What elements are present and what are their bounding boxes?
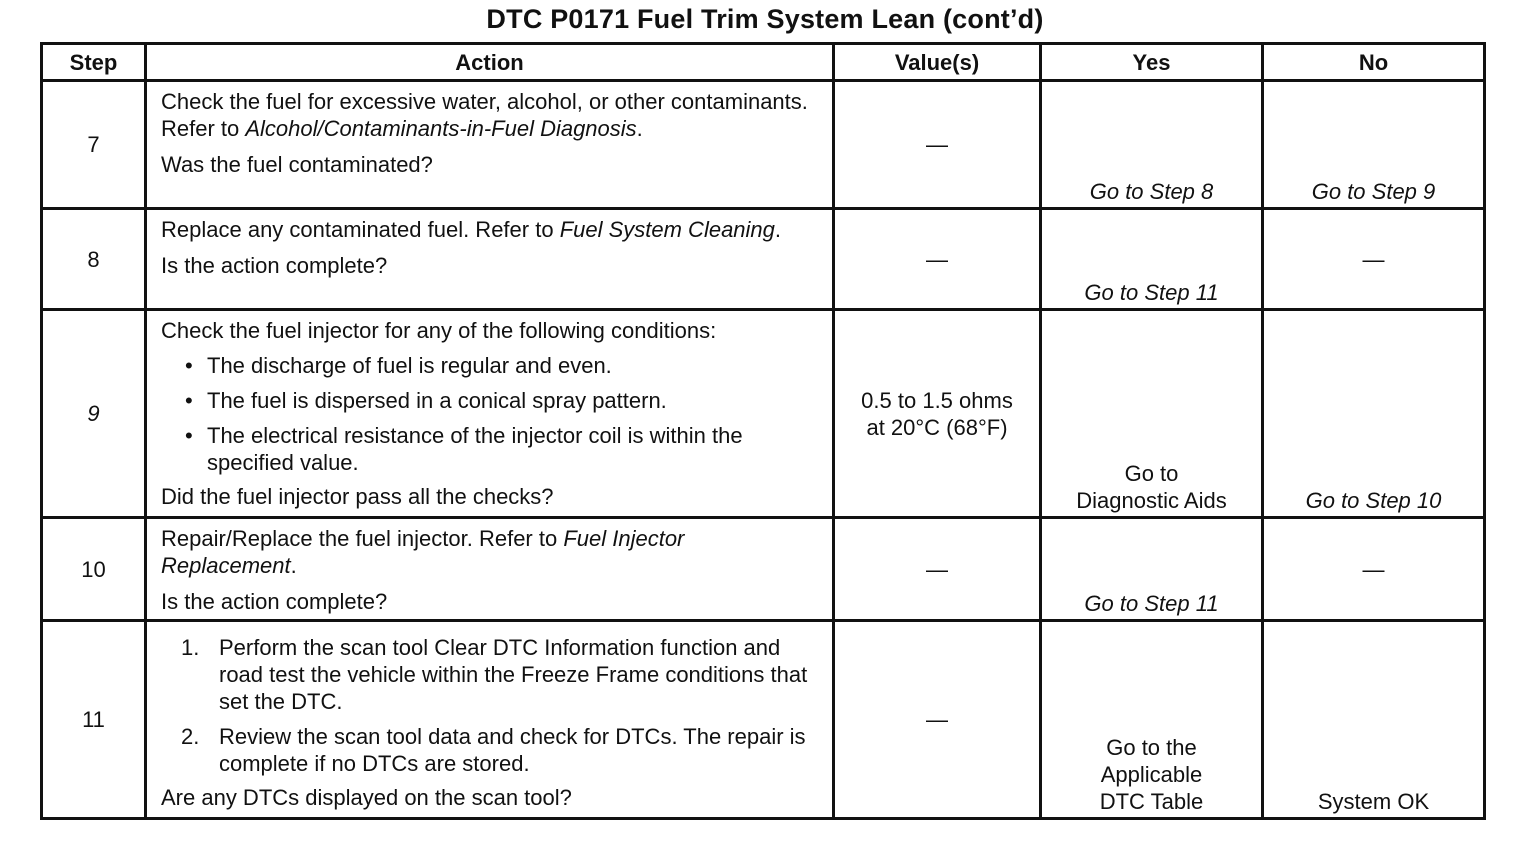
action-text: Replace any contaminated fuel. Refer to Fuel System Cleaning. — [161, 217, 782, 242]
step-number: 7 — [42, 81, 146, 209]
list-item: • The discharge of fuel is regular and even. — [185, 353, 612, 378]
no-result: — — [1263, 209, 1485, 310]
value-cell: — — [834, 621, 1041, 819]
action-question: Was the fuel contaminated? — [161, 152, 433, 177]
table-row — [42, 81, 1485, 209]
list-item: 2. Review the scan tool data and check for DTCs. The repair is complete if no DTCs are stored. — [181, 724, 806, 776]
step-number: 9 — [42, 310, 146, 518]
action-question: Are any DTCs displayed on the scan tool? — [161, 785, 572, 810]
reference-link: Alcohol/Contaminants-in-Fuel Diagnosis — [245, 116, 637, 141]
no-result: — — [1263, 518, 1485, 621]
page-title: DTC P0171 Fuel Trim System Lean (cont’d) — [486, 4, 1044, 34]
value-cell: — — [834, 81, 1041, 209]
action-text: Repair/Replace the fuel injector. Refer to Fuel Injector Replacement. — [161, 526, 685, 578]
bullet-icon: • — [185, 423, 193, 448]
yes-result: Go to Step 11 — [1041, 518, 1263, 621]
reference-link: Fuel Injector Replacement — [161, 526, 685, 578]
bullet-icon: • — [185, 388, 193, 413]
list-item: • The fuel is dispersed in a conical spray pattern. — [185, 388, 667, 413]
header-row — [42, 44, 1485, 81]
column-header-no: No — [1263, 44, 1485, 81]
action-question: Is the action complete? — [161, 589, 388, 614]
value-line: at 20°C (68°F) — [866, 414, 1008, 440]
action-cell — [146, 518, 834, 621]
action-cell — [146, 310, 834, 518]
reference-link: Fuel System Cleaning — [559, 217, 775, 242]
step-number: 11 — [42, 621, 146, 819]
column-header-action: Action — [146, 44, 834, 81]
value-cell: — — [834, 209, 1041, 310]
table-row — [42, 310, 1485, 518]
yes-result: Go to Step 11 — [1041, 209, 1263, 310]
yes-result: Go to the Applicable DTC Table — [1041, 621, 1263, 819]
step-number: 8 — [42, 209, 146, 310]
step-number: 10 — [42, 518, 146, 621]
value-cell: — — [834, 518, 1041, 621]
column-header-values: Value(s) — [834, 44, 1041, 81]
action-cell — [146, 621, 834, 819]
value-line: 0.5 to 1.5 ohms — [861, 387, 1013, 413]
procedure-list — [161, 634, 818, 777]
list-item: 1. Perform the scan tool Clear DTC Information function and road test the vehicle within the Freeze Frame conditions that set the DTC. — [181, 635, 808, 714]
action-cell — [146, 209, 834, 310]
table-row — [42, 209, 1485, 310]
no-result: Go to Step 9 — [1263, 81, 1485, 209]
diagnostic-table — [40, 42, 1486, 820]
yes-result: Go to Step 8 — [1041, 81, 1263, 209]
condition-list — [161, 352, 818, 476]
action-cell — [146, 81, 834, 209]
list-number: 2. — [181, 724, 200, 749]
action-text: Check the fuel for excessive water, alcohol, or other contaminants. Refer to Alcohol/Contaminants-in-Fuel Diagnosis. — [161, 89, 808, 141]
action-question: Is the action complete? — [161, 253, 388, 278]
no-result: System OK — [1263, 621, 1485, 819]
table-row — [42, 621, 1485, 819]
no-result: Go to Step 10 — [1263, 310, 1485, 518]
column-header-yes: Yes — [1041, 44, 1263, 81]
action-question: Did the fuel injector pass all the checks? — [161, 484, 554, 509]
list-number: 1. — [181, 635, 200, 660]
table-row — [42, 518, 1485, 621]
column-header-step: Step — [42, 44, 146, 81]
action-text: Check the fuel injector for any of the following conditions: — [161, 318, 717, 343]
value-cell — [834, 310, 1041, 518]
bullet-icon: • — [185, 353, 193, 378]
list-item: • The electrical resistance of the injector coil is within the specified value. — [185, 423, 743, 475]
yes-result: Go to Diagnostic Aids — [1041, 310, 1263, 518]
